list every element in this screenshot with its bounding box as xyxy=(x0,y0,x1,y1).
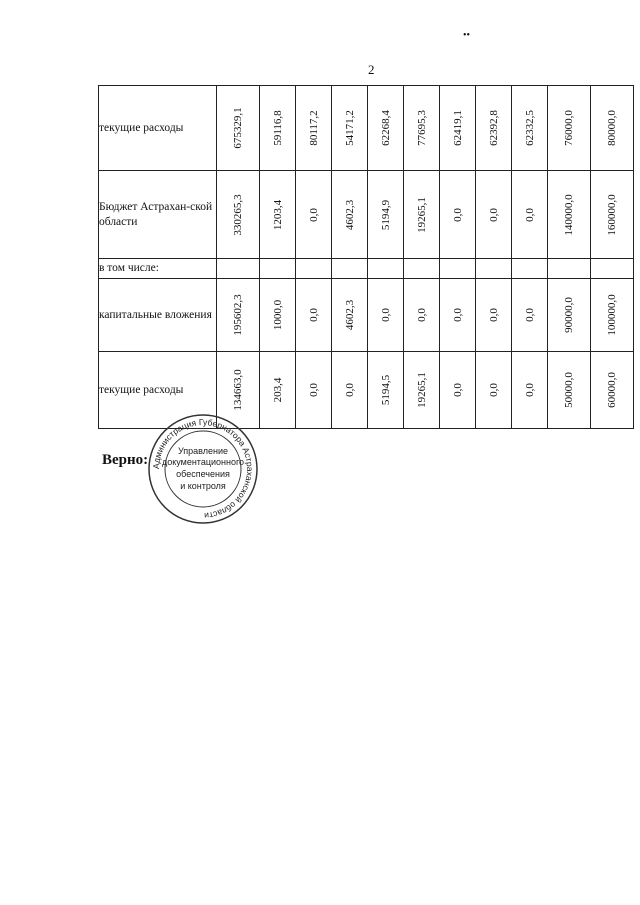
table-row xyxy=(99,259,634,279)
cell-value: 50000,0 xyxy=(563,372,575,408)
cell-value: 203,4 xyxy=(271,377,284,403)
cell-value: 62392,8 xyxy=(487,110,500,146)
table-cell xyxy=(512,352,548,429)
table-cell xyxy=(512,279,548,352)
table-cell xyxy=(548,352,591,429)
cell-value: 90000,0 xyxy=(563,297,575,333)
table-cell xyxy=(332,352,368,429)
cell-value: 62419,1 xyxy=(451,110,464,146)
table-cell xyxy=(404,279,440,352)
cell-value: 0,0 xyxy=(523,308,536,322)
table-cell xyxy=(591,86,634,171)
cell-value: 134663,0 xyxy=(232,369,244,411)
table-cell xyxy=(260,86,296,171)
table-cell xyxy=(404,171,440,259)
cell-value: 675329,1 xyxy=(232,107,244,149)
cell-value: 5194,9 xyxy=(379,199,392,230)
cell-value: 80000,0 xyxy=(606,110,618,146)
cell-value: 195602,3 xyxy=(232,294,244,336)
cell-value: 19265,1 xyxy=(415,196,428,233)
cell-value: 160000,0 xyxy=(606,193,618,236)
budget-table xyxy=(98,85,634,429)
table-cell xyxy=(332,279,368,352)
table-cell xyxy=(440,171,476,259)
cell-value: 62332,5 xyxy=(523,110,536,146)
scan-speck: •• xyxy=(463,30,471,41)
table-cell xyxy=(260,259,296,279)
table-cell xyxy=(404,259,440,279)
row-label: в том числе: xyxy=(99,259,217,279)
table-cell xyxy=(548,259,591,279)
table-cell xyxy=(548,279,591,352)
table-cell xyxy=(217,279,260,352)
table-cell xyxy=(591,352,634,429)
table-cell xyxy=(260,279,296,352)
table-cell xyxy=(591,259,634,279)
cell-value: 0,0 xyxy=(415,308,428,322)
table-cell xyxy=(476,279,512,352)
table-cell xyxy=(368,279,404,352)
official-stamp xyxy=(147,413,259,525)
table-cell xyxy=(440,352,476,429)
cell-value: 76000,0 xyxy=(563,110,575,146)
table-cell xyxy=(296,352,332,429)
table-cell xyxy=(368,259,404,279)
cell-value: 0,0 xyxy=(451,383,464,397)
signature-certification: Верно: xyxy=(102,452,149,468)
table-cell xyxy=(476,171,512,259)
table-cell xyxy=(368,352,404,429)
cell-value: 0,0 xyxy=(451,207,464,222)
table-cell xyxy=(368,86,404,171)
cell-value: 59116,8 xyxy=(271,110,284,146)
table-cell xyxy=(296,171,332,259)
stamp-text xyxy=(147,413,259,525)
cell-value: 1203,4 xyxy=(271,199,284,230)
stamp-line: документационного xyxy=(161,457,245,468)
cell-value: 330265,3 xyxy=(232,193,244,236)
table-cell xyxy=(404,86,440,171)
cell-value: 0,0 xyxy=(487,207,500,222)
row-label: текущие расходы xyxy=(99,86,217,171)
cell-value: 1000,0 xyxy=(271,299,284,331)
table-cell xyxy=(260,171,296,259)
cell-value: 54171,2 xyxy=(343,110,356,146)
cell-value: 0,0 xyxy=(523,207,536,222)
table-cell xyxy=(548,171,591,259)
cell-value: 77695,3 xyxy=(415,110,428,146)
cell-value: 0,0 xyxy=(487,383,500,397)
table-cell xyxy=(217,86,260,171)
table-cell xyxy=(217,259,260,279)
cell-value: 5194,5 xyxy=(379,374,392,406)
table-cell xyxy=(332,171,368,259)
table-cell xyxy=(296,259,332,279)
stamp-line: Управление xyxy=(177,445,229,456)
cell-value: 0,0 xyxy=(523,383,536,397)
table-cell xyxy=(512,86,548,171)
table-cell xyxy=(217,171,260,259)
table-row xyxy=(99,86,634,171)
table-cell xyxy=(296,86,332,171)
table-cell xyxy=(591,171,634,259)
cell-value: 0,0 xyxy=(487,308,500,322)
cell-value: 19265,1 xyxy=(415,372,428,408)
cell-value: 0,0 xyxy=(307,207,320,222)
cell-value: 0,0 xyxy=(343,383,356,397)
table-cell xyxy=(440,86,476,171)
table-row xyxy=(99,279,634,352)
table-cell xyxy=(591,279,634,352)
cell-value: 0,0 xyxy=(307,383,320,397)
table-cell xyxy=(548,86,591,171)
table-cell xyxy=(512,171,548,259)
stamp-line: обеспечения xyxy=(176,469,230,479)
table-cell xyxy=(332,259,368,279)
cell-value: 100000,0 xyxy=(606,294,618,336)
table-cell xyxy=(476,259,512,279)
table-row xyxy=(99,171,634,259)
row-label: капитальные вложения xyxy=(99,279,217,352)
row-label: текущие расходы xyxy=(99,352,217,429)
table-cell xyxy=(476,352,512,429)
table-cell xyxy=(476,86,512,171)
cell-value: 140000,0 xyxy=(563,193,575,236)
row-label: Бюджет Астрахан-ской области xyxy=(99,171,217,259)
table-cell xyxy=(440,279,476,352)
table-cell xyxy=(404,352,440,429)
stamp-ring-text: Администрация Губернатора Астраханской области xyxy=(150,416,256,522)
table-cell xyxy=(260,352,296,429)
stamp-line: и контроля xyxy=(180,480,226,491)
page-number: 2 xyxy=(368,62,375,77)
cell-value: 4602,3 xyxy=(343,299,356,331)
table-cell xyxy=(332,86,368,171)
table-cell xyxy=(368,171,404,259)
cell-value: 60000,0 xyxy=(606,372,618,408)
table-cell xyxy=(296,279,332,352)
table-cell xyxy=(512,259,548,279)
table-cell xyxy=(440,259,476,279)
cell-value: 62268,4 xyxy=(379,110,392,146)
cell-value: 0,0 xyxy=(307,308,320,322)
cell-value: 0,0 xyxy=(379,308,392,322)
cell-value: 0,0 xyxy=(451,308,464,322)
cell-value: 4602,3 xyxy=(343,199,356,230)
cell-value: 80117,2 xyxy=(307,110,320,146)
